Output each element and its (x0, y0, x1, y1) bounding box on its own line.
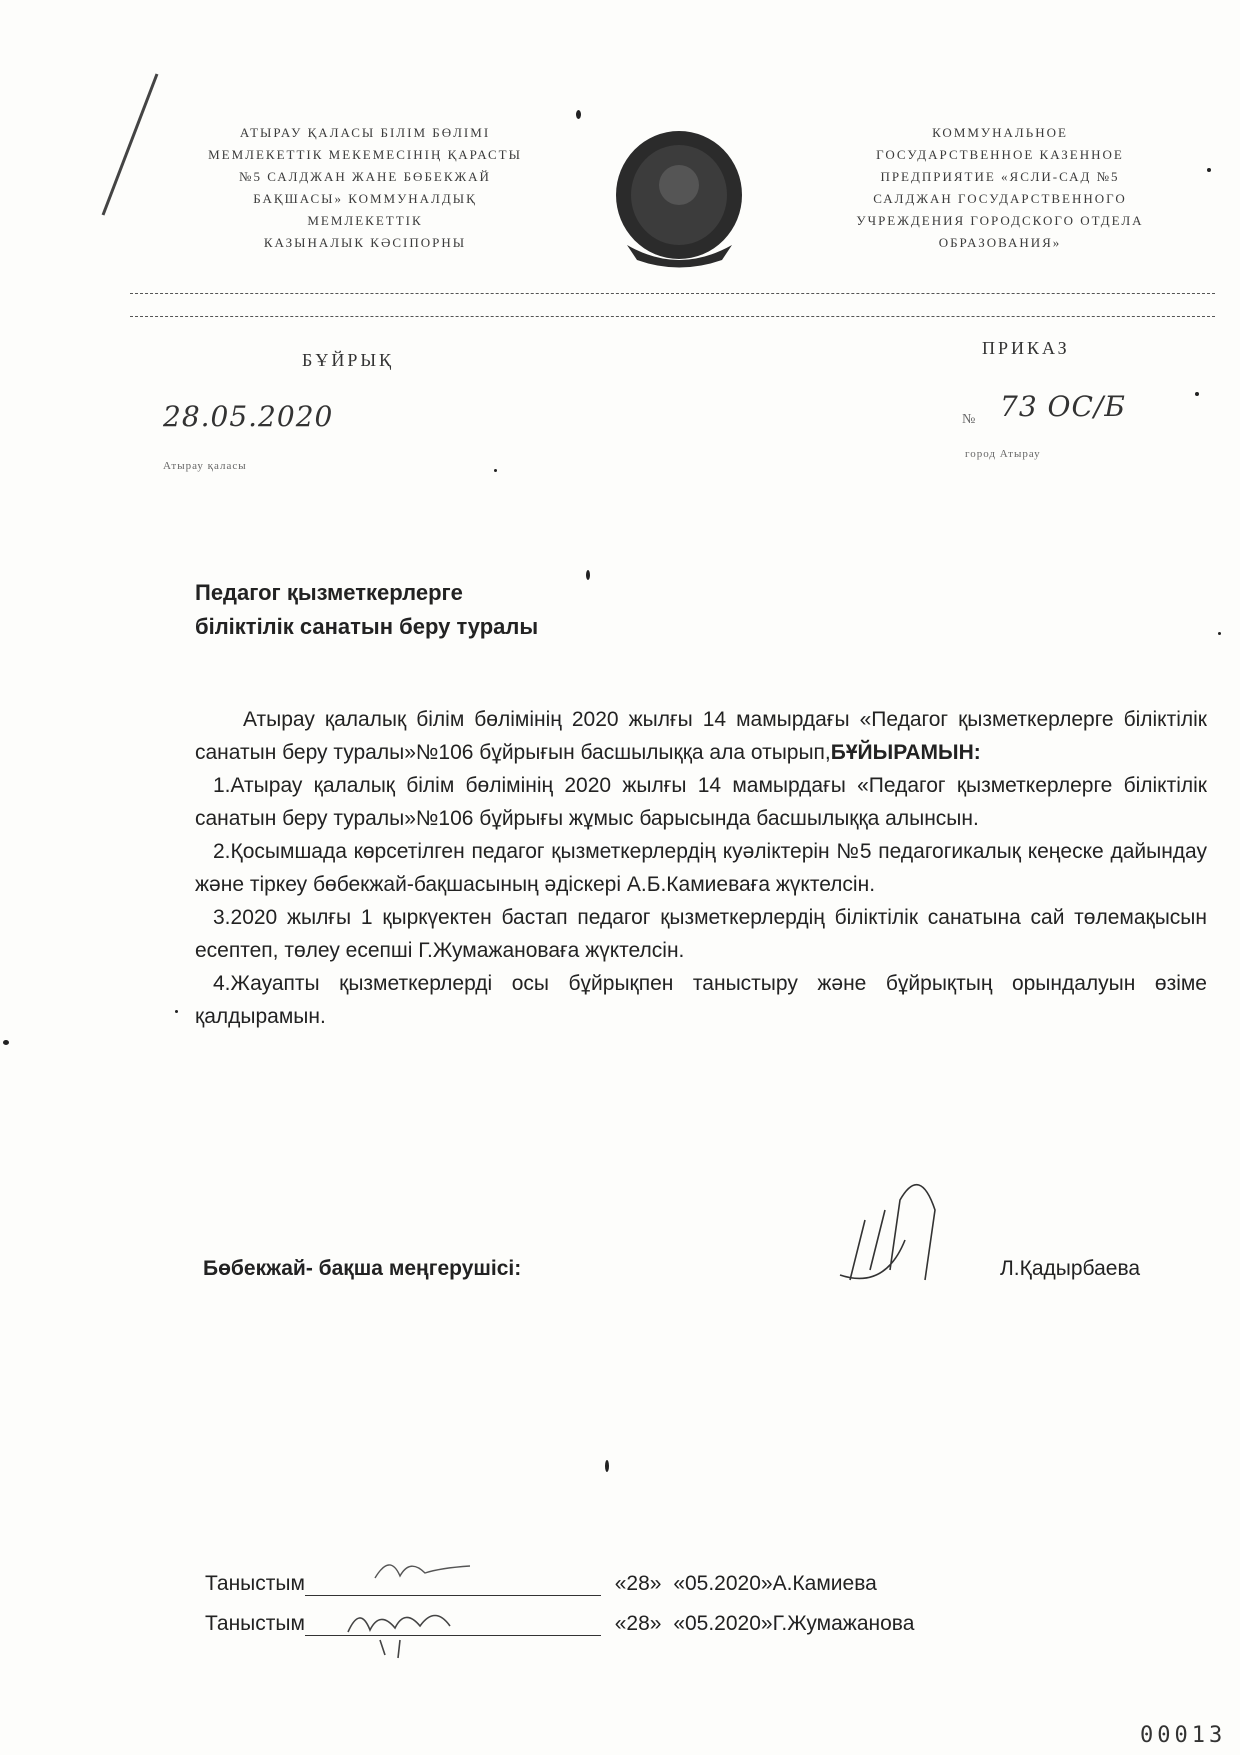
signatory-name: Л.Қадырбаева (1000, 1257, 1141, 1280)
order-subject-line: Педагог қызметкерлерге (195, 580, 463, 605)
order-subject (195, 576, 538, 644)
scan-speck (586, 570, 590, 580)
acknowledgement-row (205, 1572, 877, 1596)
header-kz-line: МЕМЛЕКЕТТІК (307, 213, 423, 228)
ack-name: А.Камиева (772, 1572, 877, 1595)
order-item: 4.Жауапты қызметкерлерді осы бұйрықпен таныстыру және бұйрықтың орындалуын өзіме қалдырамын. (195, 972, 1207, 1028)
scan-speck (1195, 392, 1199, 396)
order-number-prefix: № (962, 412, 977, 427)
scan-speck (1218, 632, 1221, 635)
header-rule (130, 316, 1215, 317)
ack-day: «28» (614, 1572, 662, 1595)
order-date: 28.05.2020 (163, 400, 334, 433)
header-org-ru (790, 122, 1210, 254)
scan-speck (576, 110, 581, 119)
header-kz-line: КАЗЫНАЛЫК КӘСІПОРНЫ (263, 235, 467, 250)
intro-text: Атырау қалалық білім бөлімінің 2020 жылғы 14 мамырдағы «Педагог қызметкерлерге біліктілік санатын беру туралы»№106 бұйрығын басшылыққа ала отырып, (195, 708, 1207, 764)
header-ru-line: ПРЕДПРИЯТИЕ «ЯСЛИ-САД №5 (880, 169, 1120, 184)
order-item: 3.2020 жылғы 1 қыркүектен бастап педагог қызметкерлердің біліктілік санатына сай төлемақысын есептеп, төлеу есепші Г.Жумажановаға жүктелсін. (195, 906, 1207, 962)
header-kz-line: БАҚШАСЫ» КОММУНАЛДЫҚ (253, 191, 477, 206)
ack-name: Г.Жумажанова (772, 1612, 915, 1635)
page-number: 00013 (1140, 1723, 1227, 1748)
order-title-ru: ПРИКАЗ (982, 338, 1070, 358)
order-city-ru: город Атырау (965, 448, 1041, 460)
intro-decree: БҰЙЫРАМЫН: (830, 741, 981, 764)
order-city-kz: Атырау қаласы (163, 460, 247, 472)
order-number: 73 ОС/Б (1000, 390, 1126, 423)
acknowledgement-row (205, 1612, 914, 1636)
header-ru-line: ГОСУДАРСТВЕННОЕ КАЗЕННОЕ (876, 147, 1124, 162)
order-title-kz: БҰЙРЫҚ (302, 350, 395, 370)
state-emblem-icon (612, 125, 747, 270)
scan-speck (175, 1010, 178, 1013)
ack-month: «05.2020» (673, 1612, 773, 1635)
scan-speck (3, 1040, 9, 1045)
header-rule (130, 293, 1215, 294)
header-kz-line: №5 САЛДЖАН ЖАНЕ БӨБЕКЖАЙ (239, 169, 491, 184)
order-intro (195, 703, 1207, 769)
ack-signature-scrawl (370, 1548, 480, 1588)
header-org-kz (145, 122, 585, 254)
header-ru-line: САЛДЖАН ГОСУДАРСТВЕННОГО (873, 191, 1127, 206)
order-item: 1.Атырау қалалық білім бөлімінің 2020 жылғы 14 мамырдағы «Педагог қызметкерлерге біліктілік санатын беру туралы»№106 бұйрығы жұмыс барысында басшылыққа алынсын. (195, 774, 1207, 830)
ack-day: «28» (614, 1612, 662, 1635)
ack-label: Таныстым (205, 1612, 305, 1635)
handwritten-signature (830, 1170, 980, 1300)
ack-label: Таныстым (205, 1572, 305, 1595)
header-ru-line: УЧРЕЖДЕНИЯ ГОРОДСКОГО ОТДЕЛА (856, 213, 1144, 228)
scan-speck (605, 1460, 609, 1472)
header-ru-line: КОММУНАЛЬНОЕ (932, 125, 1068, 140)
signatory-title: Бөбекжай- бақша меңгерушісі: (203, 1257, 522, 1280)
order-subject-line: біліктілік санатын беру туралы (195, 614, 539, 639)
order-item: 2.Қосымшада көрсетілген педагог қызметкерлердің куәліктерін №5 педагогикалық кеңеске дайындау және тіркеу бөбекжай-бақшасының әдіскері А.Б.Камиеваға жүктелсін. (195, 840, 1207, 896)
ack-signature-scrawl (340, 1590, 490, 1660)
scan-speck (494, 469, 497, 472)
ack-month: «05.2020» (673, 1572, 773, 1595)
header-kz-line: МЕМЛЕКЕТТІК МЕКЕМЕСІНІҢ ҚАРАСТЫ (208, 147, 522, 162)
header-kz-line: АТЫРАУ ҚАЛАСЫ БІЛІМ БӨЛІМІ (239, 125, 491, 140)
header-ru-line: ОБРАЗОВАНИЯ» (938, 235, 1062, 250)
order-body (195, 703, 1207, 1033)
